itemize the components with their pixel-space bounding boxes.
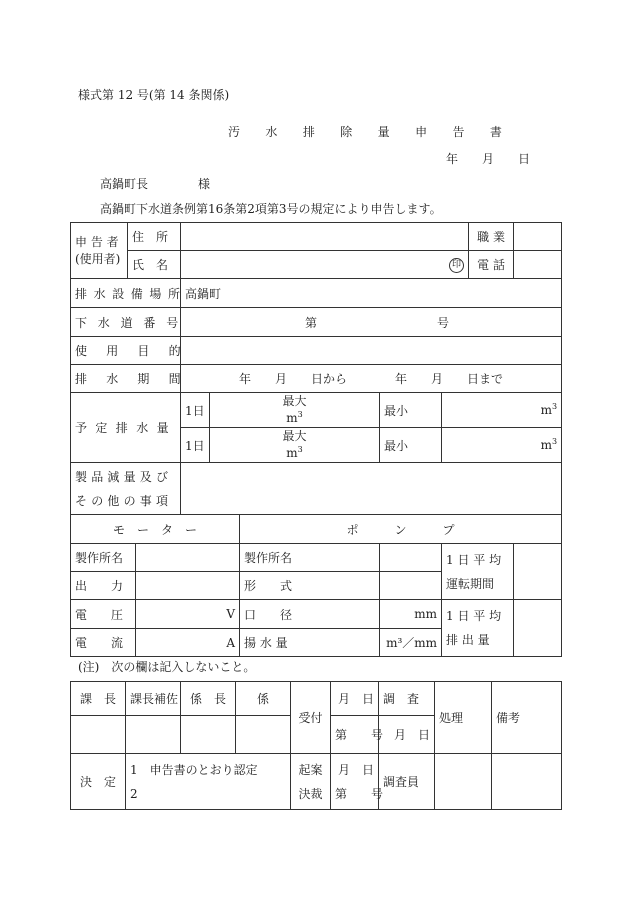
sewer-number-field[interactable]: [181, 308, 562, 337]
sewer-number-go: 号: [437, 315, 450, 330]
motor-header: モ ー タ ー: [71, 515, 240, 544]
motor-maker-label: 製作所名: [71, 544, 136, 572]
min-cell[interactable]: $m^3$: [442, 393, 562, 428]
kacho-hosa-label: 課長補佐: [126, 682, 181, 716]
product-reduction-field[interactable]: [181, 463, 562, 515]
kettei-label: 決 定: [71, 754, 126, 810]
purpose-field[interactable]: [181, 337, 562, 365]
product-reduction-label: 製品減量及び その他の事項: [71, 463, 181, 515]
shori-field[interactable]: [435, 754, 492, 810]
form-title: 汚 水 排 除 量 申 告 書: [228, 125, 513, 139]
avg-hours-label: 1 日 平 均 運転期間: [442, 544, 514, 600]
applicant-label: 申 告 者 (使用者): [71, 223, 128, 279]
chosa-label: 調 査: [379, 682, 435, 716]
sewer-number-label: 下水道番号: [71, 308, 181, 337]
avg-discharge-label: 1 日 平 均 排 出 量: [442, 600, 514, 657]
form-number: 様式第 12 号(第 14 条関係): [78, 88, 230, 102]
output-field[interactable]: [136, 572, 240, 600]
kakari-label: 係: [236, 682, 291, 716]
output-label: 出 力: [71, 572, 136, 600]
phone-field[interactable]: [514, 251, 562, 279]
motor-maker-field[interactable]: [136, 544, 240, 572]
lift-field[interactable]: m³／mm: [380, 629, 442, 657]
per-day-label: 1日: [181, 393, 210, 428]
honorific: 様: [198, 177, 211, 191]
bore-label: 口 径: [240, 600, 380, 629]
uketsuke-label: 受付: [291, 682, 331, 754]
avg-hours-field[interactable]: [514, 544, 562, 600]
current-field[interactable]: A: [136, 629, 240, 657]
min-label: 最小: [380, 428, 442, 463]
seal-mark: 印: [449, 258, 464, 273]
shori-label: 処理: [435, 682, 492, 754]
kacho-label: 課 長: [71, 682, 126, 716]
address-field[interactable]: [181, 223, 469, 251]
bore-field[interactable]: mm: [380, 600, 442, 629]
uketsuke-number: 第 号: [331, 716, 379, 754]
planned-discharge-label: 予定排水量: [71, 393, 181, 463]
sewer-number-dai: 第: [305, 315, 318, 330]
kian-kessai-label: 起案 決裁: [291, 754, 331, 810]
occupation-field[interactable]: [514, 223, 562, 251]
per-day-label: 1日: [181, 428, 210, 463]
office-use-table: [70, 681, 562, 810]
biko-field[interactable]: [492, 754, 562, 810]
chosain-label: 調査員: [379, 754, 435, 810]
facility-location-label: 排水設備場所: [71, 279, 181, 308]
occupation-label: 職 業: [469, 223, 514, 251]
voltage-label: 電 圧: [71, 600, 136, 629]
pump-maker-label: 製作所名: [240, 544, 380, 572]
kacho-hosa-stamp[interactable]: [126, 716, 181, 754]
kakaricho-stamp[interactable]: [181, 716, 236, 754]
uketsuke-date: 月 日: [331, 682, 379, 716]
address-label: 住 所: [128, 223, 181, 251]
purpose-label: 使用目的: [71, 337, 181, 365]
lift-label: 揚 水 量: [240, 629, 380, 657]
current-label: 電 流: [71, 629, 136, 657]
application-table: [70, 222, 562, 657]
facility-location-field[interactable]: 高鍋町: [181, 279, 562, 308]
kakaricho-label: 係 長: [181, 682, 236, 716]
pump-maker-field[interactable]: [380, 544, 442, 572]
voltage-field[interactable]: V: [136, 600, 240, 629]
name-field[interactable]: [181, 251, 469, 279]
intro-text: 高鍋町下水道条例第16条第2項第3号の規定により申告します。: [100, 202, 442, 216]
kakari-stamp[interactable]: [236, 716, 291, 754]
max-cell[interactable]: 最大 $m^3$: [210, 393, 380, 428]
phone-label: 電 話: [469, 251, 514, 279]
max-cell[interactable]: 最大 $m^3$: [210, 428, 380, 463]
period-label: 排水期間: [71, 365, 181, 393]
addressee: 高鍋町長: [100, 177, 149, 191]
biko-label: 備考: [492, 682, 562, 754]
min-label: 最小: [380, 393, 442, 428]
name-label: 氏 名: [128, 251, 181, 279]
type-field[interactable]: [380, 572, 442, 600]
avg-discharge-field[interactable]: [514, 600, 562, 657]
date-line: 年 月 日: [446, 152, 531, 166]
note: (注) 次の欄は記入しないこと。: [78, 660, 256, 674]
kettei-options: 1 申告書のとおり認定 2: [126, 754, 291, 810]
kian-kessai-values: 月 日 第 号: [331, 754, 379, 810]
type-label: 形 式: [240, 572, 380, 600]
kacho-stamp[interactable]: [71, 716, 126, 754]
min-cell[interactable]: $m^3$: [442, 428, 562, 463]
period-field[interactable]: 年 月 日から 年 月 日まで: [181, 365, 562, 393]
chosa-date: 月 日: [379, 716, 435, 754]
pump-header: ポ ン プ: [240, 515, 562, 544]
